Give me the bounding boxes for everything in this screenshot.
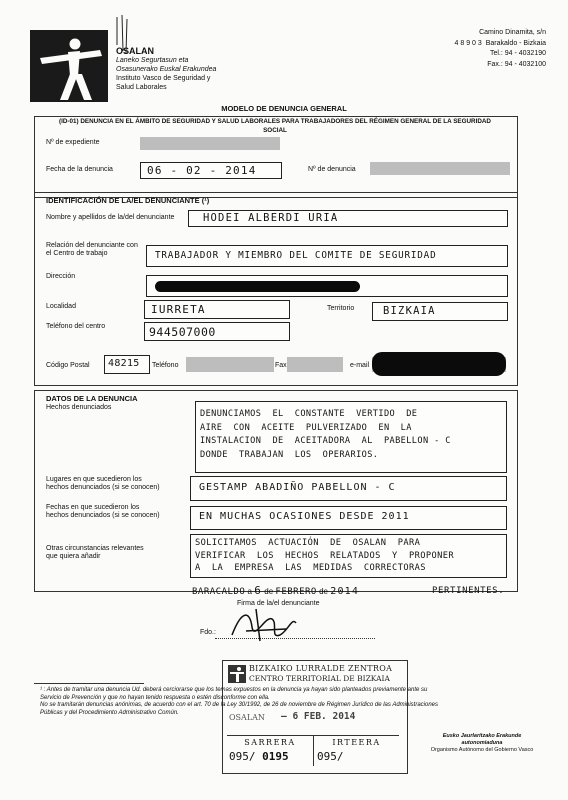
form-subtitle: (ID-01) DENUNCIA EN EL ÁMBITO DE SEGURIDAD Y SALUD LABORALES PARA TRABAJADORES DEL RÉGIMEN GENERAL DE LA SEGURIDAD SOCIAL — [59, 118, 491, 134]
footer-rule — [34, 683, 144, 684]
osalan-logo — [30, 30, 108, 102]
expediente-field — [140, 137, 280, 150]
stamp-date: – 6 FEB. 2014 — [281, 711, 356, 722]
sign-de-2: de — [319, 587, 328, 596]
telefono-centro-value: 944507000 — [149, 325, 216, 339]
codigo-postal-value: 48215 — [108, 358, 140, 369]
stamp-irteera: IRTEERA — [332, 738, 381, 747]
gov-line-3: Organismo Autónomo del Gobierno Vasco — [430, 746, 534, 753]
otras-overflow: PERTINENTES. — [432, 586, 505, 596]
fecha-field — [140, 162, 282, 179]
address-city-line: 4 8 9 0 3 Barakaldo - Bizkaia — [454, 39, 546, 47]
territorio-field — [372, 302, 508, 321]
address-fax: Fax.: 94 - 4032100 — [487, 60, 546, 68]
relacion-label: Relación del denunciante con el Centro de trabajo — [46, 242, 138, 258]
org-basque-1: Laneko Segurtasun eta — [116, 57, 189, 64]
org-name: OSALAN — [116, 46, 154, 56]
telefono-label: Teléfono — [152, 362, 179, 369]
address-tel: Tel.: 94 - 4032190 — [489, 50, 546, 57]
email-label: e-mail — [350, 362, 370, 369]
lugares-field — [190, 476, 507, 501]
form-title: MODELO DE DENUNCIA GENERAL — [221, 104, 347, 113]
nombre-field — [188, 210, 508, 227]
stamp-logo-icon — [228, 665, 246, 683]
sign-place: BARACALDO — [192, 587, 246, 597]
sign-a: a — [247, 587, 252, 596]
fax-label: Fax — [275, 362, 287, 369]
otras-label: Otras circunstancias relevantes que quiera añadir — [46, 545, 144, 561]
hechos-label: Hechos denunciados — [46, 404, 112, 411]
codigo-postal-label: Código Postal — [46, 362, 90, 369]
denunciante-section-title: IDENTIFICACIÓN DE LA/EL DENUNCIANTE (¹) — [46, 196, 210, 205]
fecha-label: Fecha de la denuncia — [46, 166, 113, 173]
relacion-field — [146, 245, 508, 267]
sign-day: 6 — [254, 584, 263, 597]
num-denuncia-field — [370, 162, 510, 175]
address-block — [438, 28, 546, 70]
lugares-label: Lugares en que sucedieron los hechos denunciados (si se conocen) — [46, 476, 160, 492]
sign-de-1: de — [264, 587, 274, 596]
signature-scribble — [226, 605, 300, 645]
footer-note-2: Servicio de Prevención y que no hayan tenido respuesta o estén disconforme con ella. — [40, 694, 270, 701]
stamp-reg-2: 095/ — [317, 750, 344, 763]
sign-year: 2014 — [330, 586, 360, 597]
email-field — [372, 357, 506, 372]
codigo-postal-field — [104, 355, 150, 374]
stamp-reg-number: 0195 — [262, 750, 289, 763]
stamp-reg-1: 095/ 0195 — [229, 750, 289, 763]
fdo-label: Fdo.: — [200, 629, 216, 636]
signature-date-line — [192, 584, 359, 597]
email-redaction — [372, 352, 506, 376]
num-denuncia-label: Nº de denuncia — [308, 166, 356, 173]
org-basque-2: Osasunerako Euskal Erakundea — [116, 66, 217, 73]
telefono-field — [186, 357, 274, 372]
osalan-figure-icon — [30, 30, 108, 102]
gov-block — [422, 733, 542, 754]
nombre-label: Nombre y apellidos de la/del denunciante — [46, 214, 175, 221]
org-spanish-1: Instituto Vasco de Seguridad y — [116, 75, 211, 82]
org-spanish-2: Salud Laborales — [116, 84, 167, 91]
localidad-field — [144, 300, 290, 319]
direccion-label: Dirección — [46, 273, 76, 280]
stamp-table — [227, 735, 399, 766]
footer-note-4: Públicas y del Procedimiento Administrativo Común. — [40, 709, 179, 716]
footer-notes — [40, 687, 540, 717]
otras-value: SOLICITAMOS ACTUACIÓN DE OSALAN PARA VERIFICAR LOS HECHOS RELATADOS Y PROPONER A LA EMPRESA LAS MEDIDAS CORRECTORAS — [195, 538, 454, 573]
direccion-redaction — [155, 281, 360, 292]
territorio-label: Territorio — [327, 305, 355, 312]
expediente-label: Nº de expediente — [46, 139, 100, 146]
telefono-centro-label: Teléfono del centro — [46, 323, 106, 330]
stamp-line-2: CENTRO TERRITORIAL DE BIZKAIA — [249, 674, 390, 683]
firma-label: Firma de la/el denunciante — [237, 600, 320, 607]
localidad-value: IURRETA — [151, 303, 206, 316]
hechos-value: DENUNCIAMOS EL CONSTANTE VERTIDO DE AIRE CON ACEITE PULVERIZADO EN LA INSTALACION DE ACEITADORA AL PABELLON - C DONDE TRABAJAN LOS OPERARIOS. — [200, 409, 451, 460]
fecha-value: 06 - 02 - 2014 — [147, 164, 257, 177]
telefono-centro-field — [144, 322, 290, 341]
territorio-value: BIZKAIA — [383, 305, 436, 317]
datos-section-title: DATOS DE LA DENUNCIA — [46, 394, 138, 403]
fax-field — [287, 357, 343, 372]
stamp-sarrera: SARRERA — [244, 738, 296, 747]
hechos-field — [195, 401, 507, 473]
relacion-value: TRABAJADOR Y MIEMBRO DEL COMITE DE SEGURIDAD — [155, 250, 437, 261]
stamp-line-1: BIZKAIKO LURRALDE ZENTROA — [249, 664, 393, 673]
stamp-line-3: OSALAN — [229, 713, 265, 722]
fechas-value: EN MUCHAS OCASIONES DESDE 2011 — [199, 511, 410, 522]
otras-field — [190, 534, 507, 578]
gov-line-1: Eusko Jaurlaritzako Erakunde — [442, 733, 522, 739]
gov-line-2: autonomiaduna — [461, 739, 503, 746]
address-street: Camino Dinamita, s/n — [479, 29, 546, 36]
nombre-value: HODEI ALBERDI URIA — [203, 212, 339, 224]
lugares-value: GESTAMP ABADIÑO PABELLON - C — [199, 482, 396, 493]
footer-note-1: ¹ : Antes de tramitar una denuncia Ud. deberá cerciorarse que los temas expuestos en la denuncia ya hayan sido planteados previamente ante su — [40, 687, 428, 693]
localidad-label: Localidad — [46, 303, 76, 310]
footer-note-3: No se tramitarán denuncias anónimas, de acuerdo con el art. 70 de la Ley 30/1992, de 26 de noviembre de Régimen Jurídico de las Administraciones — [40, 702, 439, 708]
sign-month: FEBRERO — [275, 587, 317, 597]
direccion-field — [146, 275, 508, 297]
fechas-label: Fechas en que sucedieron los hechos denunciados (si se conocen) — [46, 504, 160, 520]
fechas-field — [190, 506, 507, 530]
registry-stamp — [222, 660, 408, 774]
